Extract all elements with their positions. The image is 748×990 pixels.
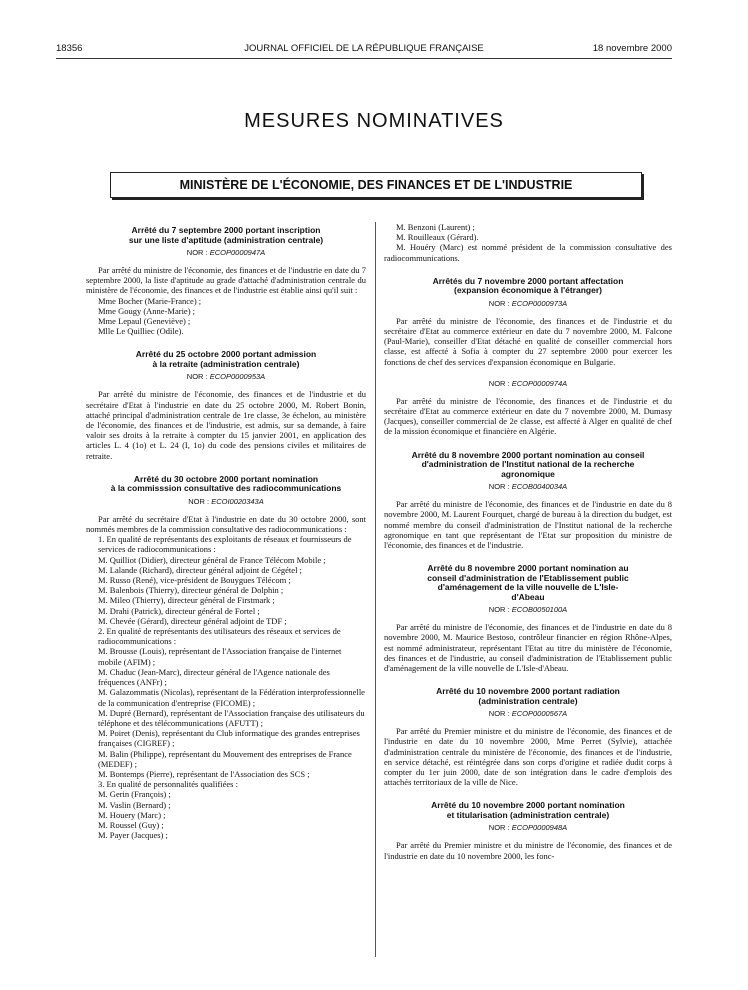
page-number: 18356 [56, 43, 83, 54]
article-title: Arrêté du 10 novembre 2000 portant nomination et titularisation (administration centrale) [431, 800, 625, 820]
list-item: M. Mileo (Thierry), directeur général de Firstmark ; [98, 595, 275, 606]
article-paragraph: Par arrêté du ministre de l'économie, des finances et de l'industrie en date du 8 novembre 2000, M. Maurice Bestoso, contrôleur financier en région Rhône-Alpes, est nommé administrateur, représentant l'Etat au titre du ministère de l'économie, des finances et de l'industrie, au conseil d'administration de l'Etablissement public d'aménagement de la ville nouvelle de L'Isle-d'Abeau. [384, 622, 672, 673]
article-paragraph: Par arrêté du secrétaire d'Etat à l'industrie en date du 30 octobre 2000, sont nommés membres de la commission consultative des radiocommunications : [86, 513, 366, 535]
member-list [86, 534, 366, 840]
list-item: Mme Lepaul (Geneviève) ; [98, 316, 191, 327]
article-aptitude [86, 226, 366, 336]
list-item: M. Vaslin (Bernard) ; [98, 799, 171, 810]
list-item: Mme Bocher (Marie-France) ; [98, 295, 202, 306]
article-radiocommunications [86, 475, 366, 841]
nor-reference: NOR : ECOB0050100A [488, 605, 568, 615]
article-titularisation [384, 801, 672, 860]
article-paragraph: Par arrêté du ministre de l'économie, des finances et de l'industrie et du secrétaire d'Etat au commerce extérieur en date du 7 novembre 2000, M. Dumasy (Jacques), conseiller commercial de 2e classe, est affecté à Alger en qualité de chef de la mission économique et financière en Algérie. [384, 395, 672, 437]
article-paragraph: Par arrêté du Premier ministre et du ministre de l'économie, des finances et de l'industrie en date du 10 novembre 2000, les fonc- [384, 840, 672, 861]
list-item: M. Bontemps (Pierre), représentant de l'Association des SCS ; [98, 768, 310, 779]
list-item: M. Benzoni (Laurent) ; [396, 222, 475, 232]
list-item: M. Rouilleaux (Gérard). [396, 232, 479, 243]
nor-reference: NOR : ECOP0000948A [488, 823, 568, 833]
list-item: M. Chaduc (Jean-Marc), directeur général de l'Agence nationale des fréquences (ANFr) ; [98, 666, 330, 688]
list-item: 3. En qualité de personnalités qualifiées : [98, 779, 238, 790]
article-radiation [384, 687, 672, 787]
article-paragraph: Par arrêté du ministre de l'économie, des finances et de l'industrie et du secrétaire d'Etat à l'industrie en date du 25 octobre 2000, M. Robert Bonin, attaché principal d'administration centrale de 1re classe, 3e échelon, au ministère de l'économie, des finances et de l'industrie, est admis, sur sa demande, à faire valoir ses droits à la retraite à compter du 15 janvier 2001, en application des articles L. 4 (1o) et L. 24 (I, 1o) du code des pensions civiles et militaires de retraite. [86, 389, 366, 461]
page-title: MESURES NOMINATIVES [244, 110, 504, 132]
right-column [384, 222, 672, 861]
left-column [86, 226, 366, 840]
list-item: M. Galazommatis (Nicolas), représentant de la Fédération interprofessionnelle de la communication d'entreprise (FICOME) ; [98, 687, 365, 708]
article-title: Arrêté du 8 novembre 2000 portant nomination au conseil d'administration de l'Institut national de la recherche agronomique [411, 449, 645, 479]
list-item: M. Lalande (Richard), directeur général adjoint de Cégétel ; [98, 564, 302, 575]
list-item: Mlle Le Quilliec (Odile). [98, 326, 184, 337]
list-item: M. Houery (Marc) ; [98, 809, 166, 820]
list-item: M. Drahi (Patrick), directeur général de Fortel ; [98, 605, 260, 616]
list-item: M. Quilliot (Didier), directeur général de France Télécom Mobile ; [98, 554, 326, 565]
journal-title: JOURNAL OFFICIEL DE LA RÉPUBLIQUE FRANÇAISE [244, 43, 484, 54]
continued-list [384, 222, 672, 242]
list-item: M. Poiret (Denis), représentant du Club informatique des grandes entreprises françaises (CIGREF) ; [98, 728, 360, 749]
list-item: M. Balin (Philippe), représentant du Mouvement des entreprises de France (MEDEF) ; [98, 748, 352, 769]
article-paragraph: Par arrêté du ministre de l'économie, des finances et de l'industrie en date du 7 septembre 2000, la liste d'aptitude au grade d'attaché d'administration centrale du ministère de l'économie, des finances et de l'industrie est établie ainsi qu'il suit : [86, 265, 366, 296]
article-title: Arrêté du 30 octobre 2000 portant nomination à la commisssion consultative des radiocommunications [110, 473, 342, 494]
header-rule [56, 58, 672, 59]
name-list [86, 296, 366, 337]
list-item: M. Balenbois (Thierry), directeur général de Dolphin ; [98, 585, 284, 596]
running-header [56, 43, 672, 59]
nor-reference: NOR : ECOP0000947A [186, 248, 266, 257]
nor-reference: NOR : ECOP0000974A [488, 378, 568, 388]
list-item: M. Russo (René), vice-président de Bouygues Télécom ; [98, 575, 291, 586]
article-title: Arrêté du 10 novembre 2000 portant radiation (administration centrale) [436, 686, 620, 706]
article-title: Arrêté du 25 octobre 2000 portant admission à la retraite (administration centrale) [135, 349, 317, 369]
article-isle-abeau [384, 564, 672, 673]
column-separator [375, 222, 376, 957]
list-item: M. Roussel (Guy) ; [98, 819, 164, 830]
article-title: Arrêté du 8 novembre 2000 portant nomination au conseil d'administration de l'Etablissement public d'aménagement de la ville nouvelle de L'Isle- d'Abeau [427, 563, 629, 602]
list-item: 2. En qualité de représentants des utilisateurs des réseaux et services de radiocommunications : [98, 626, 341, 647]
article-title: Arrêtés du 7 novembre 2000 portant affectation (expansion économique à l'étranger) [432, 275, 624, 296]
article-paragraph: Par arrêté du ministre de l'économie, des finances et de l'industrie en date du 8 novembre 2000, M. Laurent Fourquet, chargé de bureau à la direction du budget, est nommé membre du conseil d'administration de l'Institut national de la recherche agronomique en tant que représentant de l'Etat sur proposition du ministre de l'économie, des finances et de l'industrie. [384, 499, 672, 550]
nor-reference: NOR : ECOP0000567A [488, 709, 568, 719]
list-item: M. Dupré (Bernard), représentant de l'Association française des utilisateurs du téléphone et des télécommunications (AFUTT) ; [98, 707, 365, 728]
nor-reference: NOR : ECOI0020343A [188, 496, 264, 506]
nor-reference: NOR : ECOB0040034A [488, 482, 568, 492]
list-item: 1. En qualité de représentants des exploitants de réseaux et fournisseurs de services de radiocommunications : [98, 534, 352, 555]
list-item: Mme Gougy (Anne-Marie) ; [98, 305, 196, 316]
article-paragraph: M. Houéry (Marc) est nommé président de la commission consultative des radiocommunications. [384, 242, 672, 263]
article-paragraph: Par arrêté du ministre de l'économie, des finances et de l'industrie et du secrétaire d'Etat au commerce extérieur en date du 7 novembre 2000, M. Falcone (Paul-Marie), conseiller d'Etat détaché en qualité de conseiller commercial hors classe, est affecté à Sofia à compter du 27 septembre 2000 pour exercer les fonctions de chef des services d'expansion économique en Bulgarie. [384, 315, 672, 367]
list-item: M. Brousse (Louis), représentant de l'Association française de l'internet mobile (AFIM) ; [98, 646, 342, 667]
list-item: M. Payer (Jacques) ; [98, 830, 168, 841]
ministry-banner: MINISTÈRE DE L'ÉCONOMIE, DES FINANCES ET DE L'INDUSTRIE [110, 172, 642, 198]
article-affectation [384, 277, 672, 437]
list-item: M. Chevée (Gérard), directeur général adjoint de TDF ; [98, 615, 287, 626]
article-paragraph: Par arrêté du Premier ministre et du ministre de l'économie, des finances et de l'industrie en date du 10 novembre 2000, Mme Perret (Sylvie), attachée d'administration centrale du ministère de l'économie, des finances et de l'industrie, en service détaché, est réintégrée dans son corps d'origine et radiée dudit corps à compter du 1er juin 2000, date de son intégration dans le cadre d'emplois des attachés territoriaux de la ville de Nice. [384, 726, 672, 788]
nor-reference: NOR : ECOP0000953A [186, 372, 266, 382]
nor-reference: NOR : ECOP0000973A [488, 298, 568, 308]
article-title: Arrêté du 7 septembre 2000 portant inscription sur une liste d'aptitude (administration centrale) [128, 225, 324, 245]
article-retraite [86, 350, 366, 460]
article-inra [384, 451, 672, 551]
list-item: M. Gerin (François) ; [98, 789, 171, 800]
issue-date: 18 novembre 2000 [592, 43, 672, 54]
